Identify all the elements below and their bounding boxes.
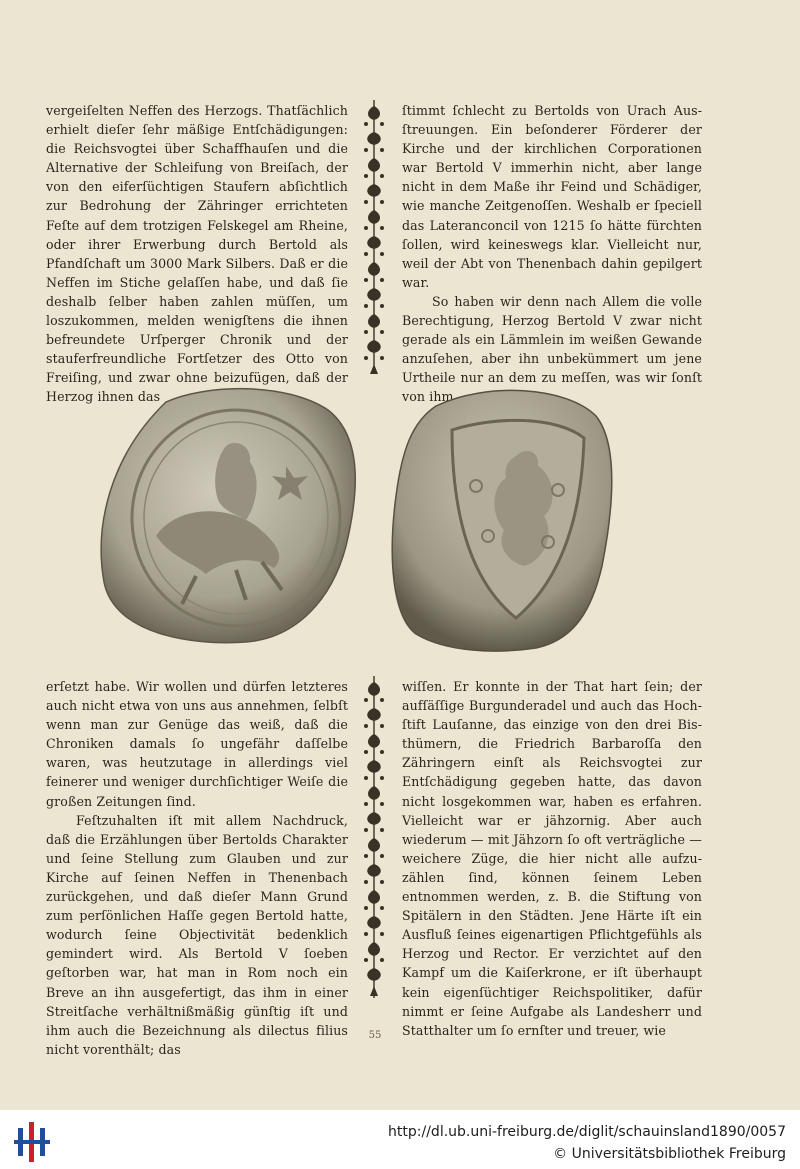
text-column-top-right — [402, 101, 702, 407]
footer-bar — [0, 1110, 800, 1169]
page-number: 55 — [368, 1030, 382, 1041]
source-url-link[interactable]: http://dl.ub.uni-freiburg.de/diglit/schauinsland1890/0057 — [388, 1124, 786, 1140]
text-column-top-left — [46, 101, 348, 407]
copyright-text: © Universitätsbibliothek Freiburg — [553, 1146, 786, 1162]
seal-images — [96, 386, 616, 654]
ornament-divider-bottom — [360, 672, 388, 1002]
equestrian-seal — [101, 389, 355, 643]
paragraph: wiſſen. Er konnte in der That hart ſein; der aufſäſſige Burgunderadel und auch das Hochſtift Lauſanne, das einzige von den drei Bisthümern, die Friedrich Barbaroſſa den Zähringern einſt als Reichsvogtei zur Entſchädigung gegeben hatte, das davon nicht losgekommen war, haben es erfahren. Vielleicht war er jähzornig. Aber auch wiederum — mit Jähzorn ſo oft verträgliche — weichere Züge, die hier nicht alle aufzuzählen ſind, können ſeinem Leben entnommen werden, z. B. die Stiftung von Spitälern in den Städten. Jene Härte iſt ein Ausfluß ſeines eigenartigen Pflichtgefühls als Herzog und Rector. Er verzichtet auf den Kampf um die Kaiſerkrone, er iſt überhaupt kein eigenſüchtiger Reichspolitiker, dafür nimmt er ſeine Aufgabe als Landesherr und Statthalter um ſo ernſter und treuer, wie — [402, 679, 702, 1038]
paragraph: Feſtzuhalten iſt mit allem Nachdruck, daß die Erzählungen über Bertolds Charakter und ſeine Stellung zum Glauben und zur Kirche auf ſeinen Neffen in Thenenbach zurückgehen, und daß dieſer Mann Grund zum perſönlichen Haſſe gegen Bertold hatte, wodurch ſeine Objectivität bedenklich gemindert wird. Als Bertold V ſoeben geſtorben war, hat man in Rom noch ein Breve an ihn ausgefertigt, das ihm in einer Streitſache verhältnißmäßig günſtig iſt und ihm auch die Bezeichnung als dilectus filius nicht vorenthält; das — [46, 812, 348, 1057]
paragraph: ſtimmt ſchlecht zu Bertolds von Urach Ausſtreuungen. Ein beſonderer Förderer der Kirche und der kirchlichen Corporationen war Bertold V immerhin nicht, aber lange nicht in dem Maße ihr Feind und Schädiger, wie manche Zeitgenoſſen. Weshalb er ſpeciell das Lateranconcil von 1215 ſo hätte fürchten ſollen, wird keineswegs klar. Vielleicht nur, weil der Abt von Thenenbach dahin gepilgert war. — [402, 103, 702, 290]
text-column-bottom-left — [46, 677, 348, 1059]
paragraph: vergeiſelten Neffen des Herzogs. Thatſächlich erhielt dieſer ſehr mäßige Entſchädigungen: die Reichsvogtei über Schaffhauſen und die Alternative der Schleifung von Breiſach, der von den eiferſüchtigen Staufern abſichtlich zur Bedrohung der Zähringer errichteten Feſte auf dem trotzigen Felskegel am Rheine, oder ihrer Erwerbung durch Bertold als Pfandſchaft um 3000 Mark Silbers. Daß er die Neffen im Stiche gelaſſen habe, und daß ſie deshalb ſelber haben zahlen müſſen, um loszukommen, melden wenigſtens die ihnen befreundete Urſperger Chronik und der stauferfreundliche Fortſetzer des Otto von Freiſing, und zwar ohne beizufügen, daß der Herzog ihnen das — [46, 103, 348, 405]
text-column-bottom-right — [402, 677, 702, 1040]
paragraph: erſetzt habe. Wir wollen und dürfen letzteres auch nicht etwa von uns aus annehmen, ſelbſt wenn man zur Genüge das weiß, daß die Chroniken damals ſo ungefähr daſſelbe waren, was heutzutage in allerdings viel feinerer und weniger durchſichtiger Weiſe die großen Zeitungen ſind. — [46, 679, 348, 809]
paragraph: So haben wir denn nach Allem die volle Berechtigung, Herzog Bertold V zwar nicht gerade als ein Lämmlein im weißen Gewande anzuſehen, aber ihn unbekümmert um jene Urtheile nur an dem zu meſſen, was wir ſonſt von ihm — [402, 293, 702, 405]
library-logo-icon — [14, 1120, 50, 1164]
shield-seal — [392, 390, 612, 651]
ornament-divider-top — [360, 96, 388, 378]
